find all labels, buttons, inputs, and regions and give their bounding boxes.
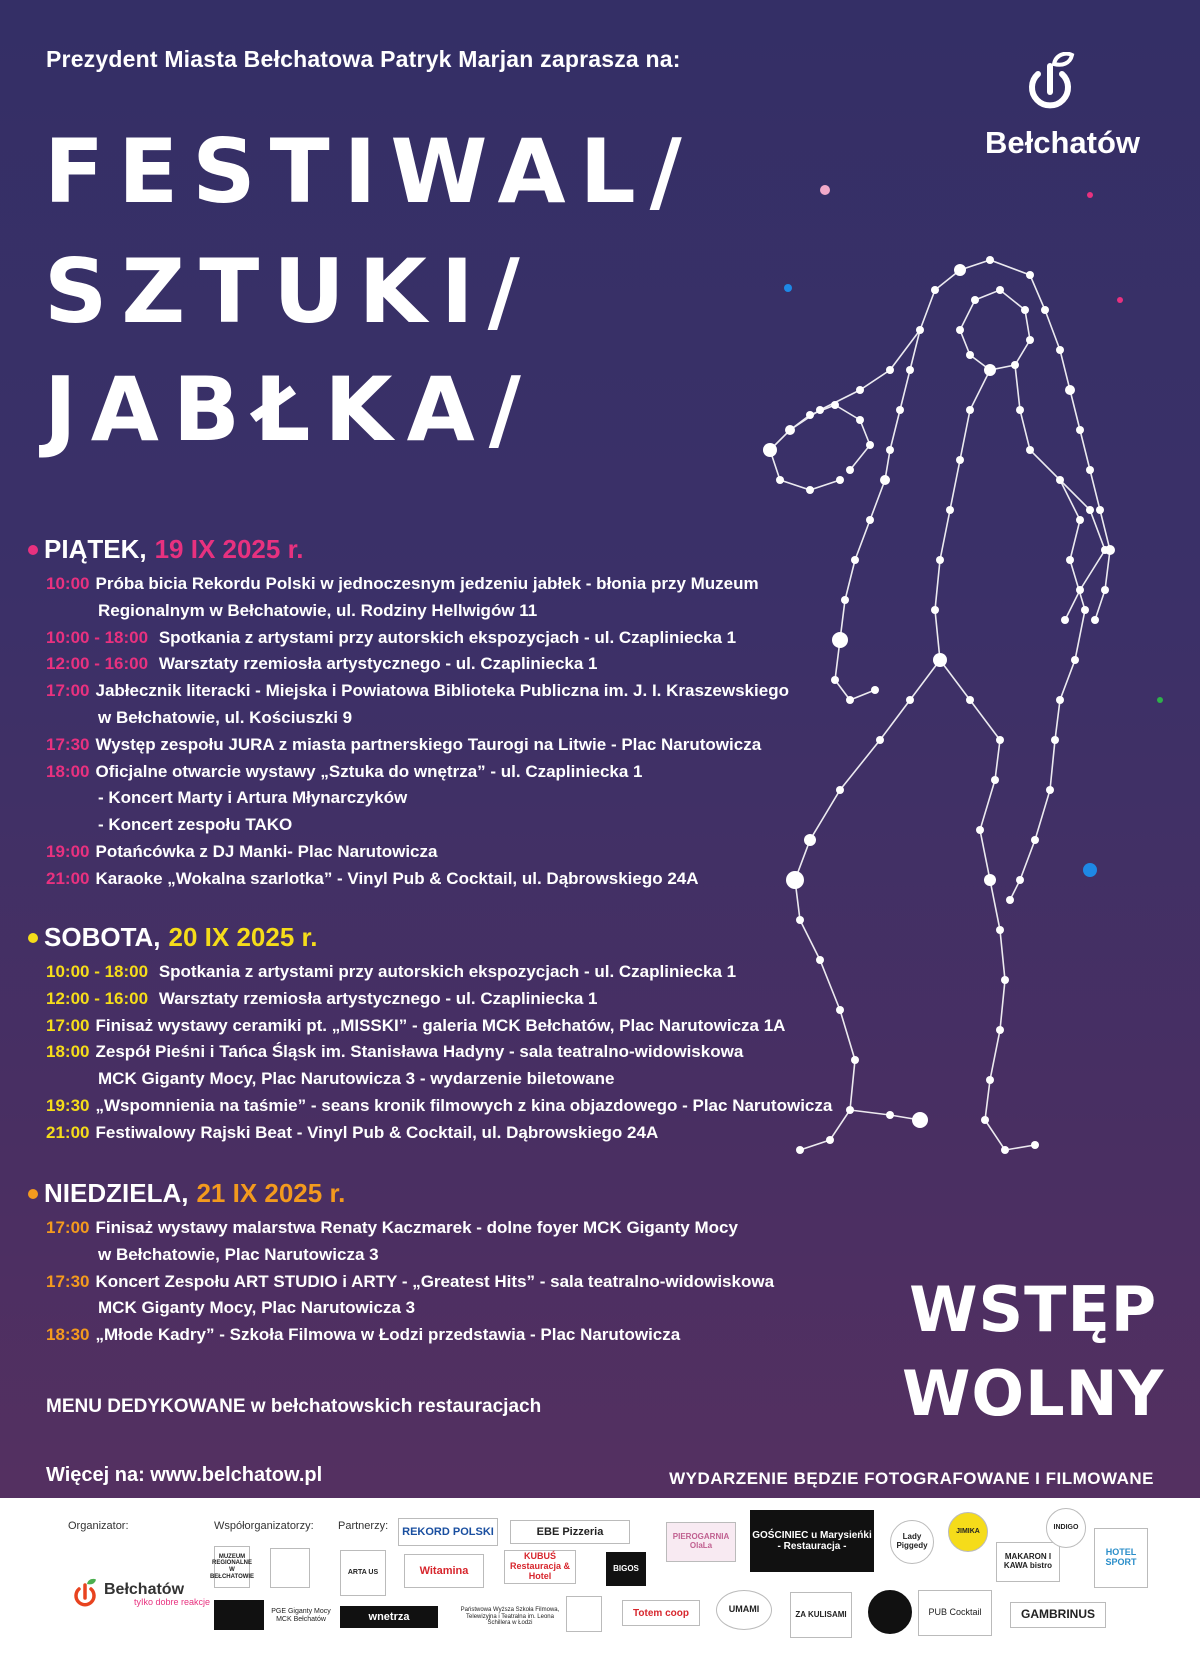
organizer-slogan: tyIko dobre reakcje [134, 1597, 211, 1607]
event-time: 17:30 [46, 734, 90, 754]
constellation-figure [760, 180, 1180, 1260]
gambrinus-logo[interactable]: GAMBRINUS [1010, 1602, 1106, 1628]
cocktail-pub-logo[interactable]: PUB Cocktail [918, 1590, 992, 1636]
event-item [28, 1013, 832, 1040]
event-item [28, 571, 789, 625]
za-kulisami-logo[interactable]: ZA KULISAMI [790, 1592, 852, 1638]
event-text: Występ zespołu JURA z miasta partnerskiego Taurogi na Litwie - Plac Narutowicza [95, 734, 762, 754]
event-item [28, 678, 789, 732]
hotel-sport-logo[interactable]: HOTEL SPORT [1094, 1528, 1148, 1588]
witamina-logo[interactable]: Witamina [404, 1554, 484, 1588]
bigos-logo[interactable]: BIGOS [606, 1552, 646, 1586]
lady-piggedy-logo[interactable]: Lady Piggedy [890, 1520, 934, 1564]
day-date: 21 IX 2025 r. [196, 1178, 346, 1208]
totem-logo[interactable]: Totem coop [622, 1600, 700, 1626]
event-text: „Młode Kadry” - Szkoła Filmowa w Łodzi przedstawia - Plac Narutowicza [95, 1325, 681, 1345]
event-time: 10:00 [46, 574, 90, 593]
title-line-3: JABŁKA/ [44, 358, 535, 461]
event-text-cont: MCK Giganty Mocy, Plac Narutowicza 3 - wydarzenie biletowane [98, 1069, 615, 1089]
event-item [28, 1093, 832, 1120]
event-item [28, 1322, 774, 1349]
day-name: PIĄTEK, [44, 534, 147, 564]
event-text-cont: - Koncert zespołu TAKO [98, 815, 293, 835]
event-item [28, 839, 789, 866]
cube-logo[interactable] [214, 1600, 264, 1630]
wnetrza-logo[interactable]: wnetrza [340, 1606, 438, 1628]
organizer-label: Organizator: [68, 1520, 129, 1532]
day-friday [28, 534, 789, 893]
rekord-polski-logo[interactable]: REKORD POLSKI [398, 1518, 498, 1546]
event-text-cont: w Bełchatowie, ul. Kościuszki 9 [98, 707, 353, 727]
jimika-logo[interactable]: JIMIKA [948, 1512, 988, 1552]
event-text: „Wspomnienia na taśmie” - seans kronik filmowych z kina objazdowego - Plac Narutowicza [95, 1095, 833, 1115]
event-time: 12:00 - 16:00 [46, 654, 149, 674]
event-time: 21:00 [46, 1122, 90, 1142]
event-time: 18:00 [46, 761, 90, 781]
event-text-cont: Regionalnym w Bełchatowie, ul. Rodziny Hellwigów 11 [98, 600, 538, 620]
event-item [28, 866, 789, 893]
event-text: Karaoke „Wokalna szarlotka” - Vinyl Pub & Cocktail, ul. Dąbrowskiego 24A [95, 868, 699, 888]
event-time: 21:00 [46, 868, 90, 888]
free-entry-line-1: WSTĘP [909, 1273, 1158, 1346]
arta-us-logo[interactable]: ARTA US [340, 1550, 386, 1596]
event-time: 17:00 [46, 1218, 90, 1237]
title-line-1: FESTIWAL/ [44, 120, 696, 223]
film-school-logo[interactable]: Państwowa Wyższa Szkoła Filmowa, Telewizyjna i Teatralna im. Leona Schillera w Łodzi [458, 1594, 562, 1640]
event-text-cont: w Bełchatowie, Plac Narutowicza 3 [98, 1244, 379, 1264]
event-time: 10:00 - 18:00 [46, 962, 149, 981]
free-entry-line-2: WOLNY [902, 1357, 1165, 1430]
event-list [28, 571, 789, 893]
more-info-link[interactable]: Więcej na: www.belchatow.pl [46, 1464, 323, 1486]
day-saturday [28, 922, 832, 1147]
event-item [28, 986, 832, 1013]
bullet-dot-icon [28, 933, 38, 943]
mck-mark-logo[interactable] [270, 1548, 310, 1588]
day-heading [28, 534, 789, 565]
event-item [28, 732, 789, 759]
bullet-dot-icon [28, 545, 38, 555]
event-item [28, 1215, 774, 1269]
event-text: Zespół Pieśni i Tańca Śląsk im. Stanisława Hadyny - sala teatralno-widowiskowa [95, 1042, 744, 1062]
event-item [28, 625, 789, 652]
city-logo [985, 52, 1141, 161]
event-text-cont: MCK Giganty Mocy, Plac Narutowicza 3 [98, 1298, 416, 1318]
event-text: Warsztaty rzemiosła artystycznego - ul. Czapliniecka 1 [158, 654, 598, 674]
event-text: Spotkania z artystami przy autorskich ekspozycjach - ul. Czapliniecka 1 [158, 627, 737, 647]
event-text: Festiwalowy Rajski Beat - Vinyl Pub & Cocktail, ul. Dąbrowskiego 24A [95, 1122, 659, 1142]
day-date: 20 IX 2025 r. [168, 922, 318, 952]
invitation-line: Prezydent Miasta Bełchatowa Patryk Marjan zaprasza na: [46, 46, 681, 72]
event-text: Finisaż wystawy ceramiki pt. „MISSKI” - galeria MCK Bełchatów, Plac Narutowicza 1A [95, 1015, 786, 1035]
city-logo-name: Bełchatów [985, 125, 1141, 160]
power-apple-icon [1020, 52, 1080, 116]
free-entry-text [902, 1268, 1164, 1436]
day-sunday [28, 1178, 774, 1349]
event-time: 12:00 - 16:00 [46, 988, 149, 1008]
organizer-logo[interactable] [70, 1578, 210, 1610]
event-time: 19:30 [46, 1095, 90, 1115]
event-item [28, 1120, 832, 1147]
makaron-kawa-logo[interactable]: MAKARON I KAWA bistro [996, 1542, 1060, 1582]
event-time: 18:00 [46, 1042, 90, 1062]
event-text: Spotkania z artystami przy autorskich ekspozycjach - ul. Czapliniecka 1 [158, 962, 737, 981]
indigo-logo[interactable]: INDIGO [1046, 1508, 1086, 1548]
museum-logo[interactable]: MUZEUM REGIONALNE W BEŁCHATOWIE [214, 1546, 250, 1588]
day-name: SOBOTA, [44, 922, 161, 952]
organizer-name: Bełchatów [104, 1581, 185, 1598]
event-text: Finisaż wystawy malarstwa Renaty Kaczmarek - dolne foyer MCK Giganty Mocy [95, 1218, 738, 1237]
kubus-logo[interactable]: KUBUŚ Restauracja & Hotel [504, 1550, 576, 1584]
menu-dedicated-line: MENU DEDYKOWANE w bełchatowskich restauracjach [46, 1396, 542, 1417]
event-time: 10:00 - 18:00 [46, 627, 149, 647]
event-text: Oficjalne otwarcie wystawy „Sztuka do wnętrza” - ul. Czapliniecka 1 [95, 761, 643, 781]
event-text: Koncert Zespołu ART STUDIO i ARTY - „Greatest Hits” - sala teatralno-widowiskowa [95, 1271, 775, 1291]
day-heading [28, 1178, 774, 1209]
pierogarnia-logo[interactable]: PIEROGARNIA OlaLa [666, 1522, 736, 1562]
pge-giganty-logo[interactable]: PGE Giganty Mocy MCK Bełchatów [270, 1602, 332, 1630]
day-name: NIEDZIELA, [44, 1178, 189, 1208]
gosciniec-logo[interactable]: GOŚCINIEC u Marysieńki - Restauracja - [750, 1510, 874, 1572]
day-date: 19 IX 2025 r. [154, 534, 304, 564]
event-list [28, 1215, 774, 1349]
umami-logo[interactable]: UMAMI [716, 1590, 772, 1630]
event-item [28, 651, 789, 678]
event-time: 17:00 [46, 681, 90, 701]
day-heading [28, 922, 832, 953]
event-item [28, 759, 789, 839]
event-text: Warsztaty rzemiosła artystycznego - ul. Czapliniecka 1 [158, 988, 598, 1008]
event-text: Próba bicia Rekordu Polski w jednoczesnym jedzeniu jabłek - błonia przy Muzeum [95, 574, 759, 593]
event-item [28, 1269, 774, 1323]
event-item [28, 959, 832, 986]
event-time: 17:00 [46, 1015, 90, 1035]
event-time: 18:30 [46, 1325, 90, 1345]
event-text: Potańcówka z DJ Manki- Plac Narutowicza [95, 841, 438, 861]
bullet-dot-icon [28, 1189, 38, 1199]
event-time: 17:30 [46, 1271, 90, 1291]
vinyl-logo[interactable] [868, 1590, 912, 1634]
event-list [28, 959, 832, 1147]
film-school-mark[interactable] [566, 1596, 602, 1632]
power-apple-icon [70, 1578, 100, 1610]
event-item [28, 1039, 832, 1093]
event-text: Jabłecznik literacki - Miejska i Powiatowa Biblioteka Publiczna im. J. I. Kraszewskiego [95, 681, 789, 701]
event-text-cont: - Koncert Marty i Artura Młynarczyków [98, 788, 408, 808]
cohosts-label: Współorganizatorzy: [214, 1520, 314, 1532]
photo-notice: WYDARZENIE BĘDZIE FOTOGRAFOWANE I FILMOWANE [669, 1469, 1154, 1488]
title-line-2: SZTUKI/ [44, 240, 534, 343]
ebe-pizzeria-logo[interactable]: EBE Pizzeria [510, 1520, 630, 1544]
partners-label: Partnerzy: [338, 1520, 389, 1532]
event-time: 19:00 [46, 841, 90, 861]
sponsors-bar [0, 1498, 1200, 1674]
